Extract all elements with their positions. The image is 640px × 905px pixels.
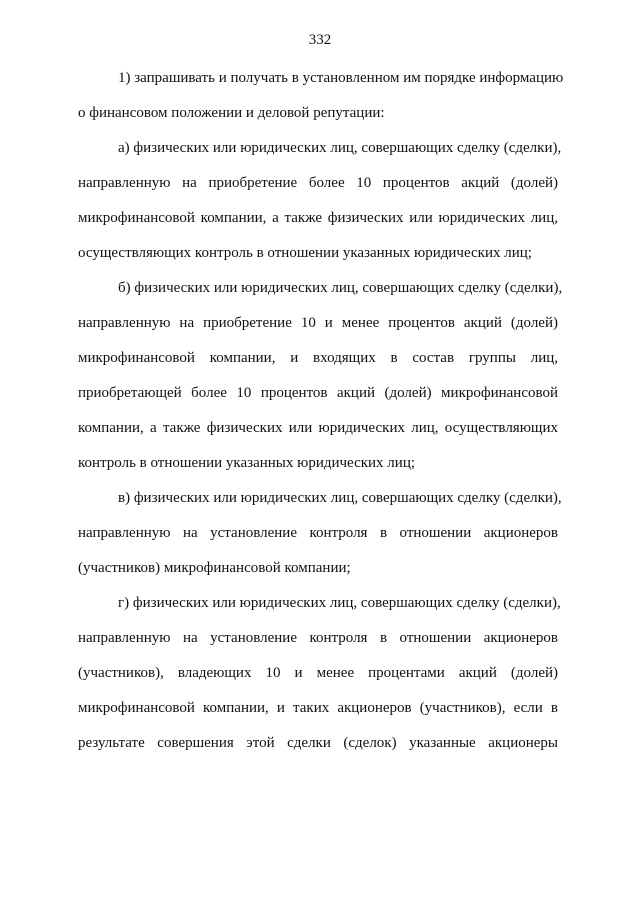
text-line: результате совершения этой сделки (сделок) указанные акционеры bbox=[78, 735, 558, 751]
text-line: направленную на установление контроля в отношении акционеров bbox=[78, 525, 558, 541]
text-line: г) физических или юридических лиц, совершающих сделку (сделки), bbox=[118, 595, 561, 611]
text-line: (участников) микрофинансовой компании; bbox=[78, 560, 351, 576]
text-line: 1) запрашивать и получать в установленном им порядке информацию bbox=[118, 70, 564, 86]
text-line: направленную на приобретение более 10 процентов акций (долей) bbox=[78, 175, 558, 191]
text-line: о финансовом положении и деловой репутации: bbox=[78, 105, 385, 121]
text-line: направленную на приобретение 10 и менее процентов акций (долей) bbox=[78, 315, 558, 331]
text-line: контроль в отношении указанных юридических лиц; bbox=[78, 455, 416, 471]
text-line: б) физических или юридических лиц, совершающих сделку (сделки), bbox=[118, 280, 563, 296]
text-line: а) физических или юридических лиц, совершающих сделку (сделки), bbox=[118, 140, 562, 156]
text-line: в) физических или юридических лиц, совершающих сделку (сделки), bbox=[118, 490, 562, 506]
text-line: осуществляющих контроль в отношении указанных юридических лиц; bbox=[78, 245, 532, 261]
text-line: микрофинансовой компании, и таких акционеров (участников), если в bbox=[78, 700, 558, 716]
text-line: микрофинансовой компании, а также физических или юридических лиц, bbox=[78, 210, 558, 226]
text-line: направленную на установление контроля в отношении акционеров bbox=[78, 630, 558, 646]
text-line: компании, а также физических или юридических лиц, осуществляющих bbox=[78, 420, 558, 436]
text-line: микрофинансовой компании, и входящих в состав группы лиц, bbox=[78, 350, 558, 366]
text-line: (участников), владеющих 10 и менее процентами акций (долей) bbox=[78, 665, 558, 681]
page-number: 332 bbox=[308, 32, 332, 48]
text-line: приобретающей более 10 процентов акций (долей) микрофинансовой bbox=[78, 385, 558, 401]
